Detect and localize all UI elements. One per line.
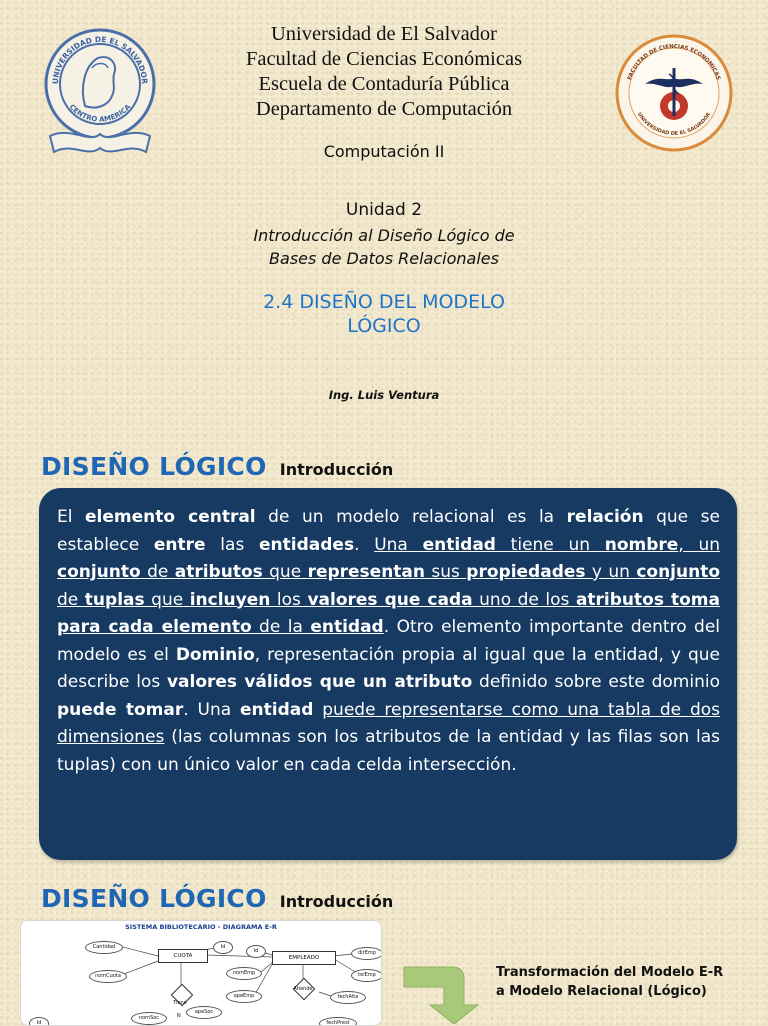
definition-text: El elemento central de un modelo relacional es la relación que se establece entre las entidades. Una entidad tiene un nombre, un conjunto de atributos que representan sus propiedades y un conjunto de tuplas que incluyen los valores que cada uno de los atributos toma para cada elemento de la entidad. Otro elemento importante dentro del modelo es el Dominio, representación propia al igual que la entidad, y que describe los valores válidos que un atributo definido sobre este dominio puede tomar. Una entidad puede representarse como una tabla de dos dimensiones (las columnas son los atributos de la entidad y las filas son las tuplas) con un único valor en cada celda intersección. <box>57 507 721 775</box>
diagram-title: SISTEMA BIBLIOTECARIO - DIAGRAMA E-R <box>125 923 277 931</box>
transformation-caption <box>496 963 756 1001</box>
faculty-name: Facultad de Ciencias Económicas <box>245 48 523 70</box>
svg-text:FACULTAD DE CIENCIAS ECONOMICA: FACULTAD DE CIENCIAS ECONOMICAS <box>627 43 721 81</box>
topic-line2: LÓGICO <box>347 315 421 337</box>
university-name: Universidad de El Salvador <box>270 23 497 45</box>
attr-fechalta: fechAlta <box>330 991 366 1004</box>
attr-id-socio: Id <box>29 1017 49 1026</box>
attr-id-cuota: Id <box>213 941 233 954</box>
topic-title <box>0 290 768 338</box>
unit-subtitle-line2: Bases de Datos Relacionales <box>269 249 499 268</box>
attr-diremp: dirEmp <box>351 947 382 960</box>
institution-header <box>0 22 768 122</box>
attr-telemp: telEmp <box>351 969 382 982</box>
er-diagram-image <box>20 920 382 1026</box>
unit-subtitle <box>0 224 768 270</box>
author-name: Ing. Luis Ventura <box>328 388 440 402</box>
school-name: Escuela de Contaduría Pública <box>258 73 510 95</box>
section2-heading <box>41 884 393 913</box>
svg-text:UNIVERSIDAD DE EL SALVADOR: UNIVERSIDAD DE EL SALVADOR <box>635 111 713 137</box>
section2-title: DISEÑO LÓGICO <box>41 884 267 913</box>
definition-box <box>39 488 737 860</box>
cardinality-label: N <box>177 1013 181 1019</box>
section1-heading <box>41 452 393 481</box>
entity-empleado: EMPLEADO <box>272 951 336 965</box>
relation-atiende-label: Atiende <box>293 986 313 992</box>
unit-subtitle-line1: Introducción al Diseño Lógico de <box>253 226 515 245</box>
attr-nomcuota: nomCuota <box>89 970 127 983</box>
svg-text:CENTRO AMERICA: CENTRO AMERICA <box>67 102 133 124</box>
transformation-line1: Transformación del Modelo E-R <box>496 965 724 980</box>
topic-line1: 2.4 DISEÑO DEL MODELO <box>263 291 505 313</box>
course-name: Computación II <box>323 142 445 161</box>
section1-title: DISEÑO LÓGICO <box>41 452 267 481</box>
unit-title: Unidad 2 <box>345 200 423 220</box>
section1-subtitle: Introducción <box>279 460 394 479</box>
transformation-line2: a Modelo Relacional (Lógico) <box>496 984 707 999</box>
attr-cantidad: Cantidad <box>85 941 123 954</box>
attr-apeemp: apeEmp <box>226 990 262 1003</box>
turn-arrow-icon <box>402 965 480 1024</box>
attr-nomsoc: nomSoc <box>131 1012 167 1025</box>
attr-nomemp: nomEmp <box>226 967 262 980</box>
attr-apesoc: apeSoc <box>186 1006 222 1019</box>
relation-tiene-label: Tiene <box>173 1000 187 1006</box>
department-name: Departamento de Computación <box>255 98 513 120</box>
section2-subtitle: Introducción <box>279 892 394 911</box>
attr-id-empleado: Id <box>246 945 266 958</box>
attr-fechprest: fechPrest <box>319 1017 357 1026</box>
svg-text:UNIVERSIDAD DE EL SALVADOR: UNIVERSIDAD DE EL SALVADOR <box>50 34 150 85</box>
entity-cuota: CUOTA <box>158 949 208 963</box>
